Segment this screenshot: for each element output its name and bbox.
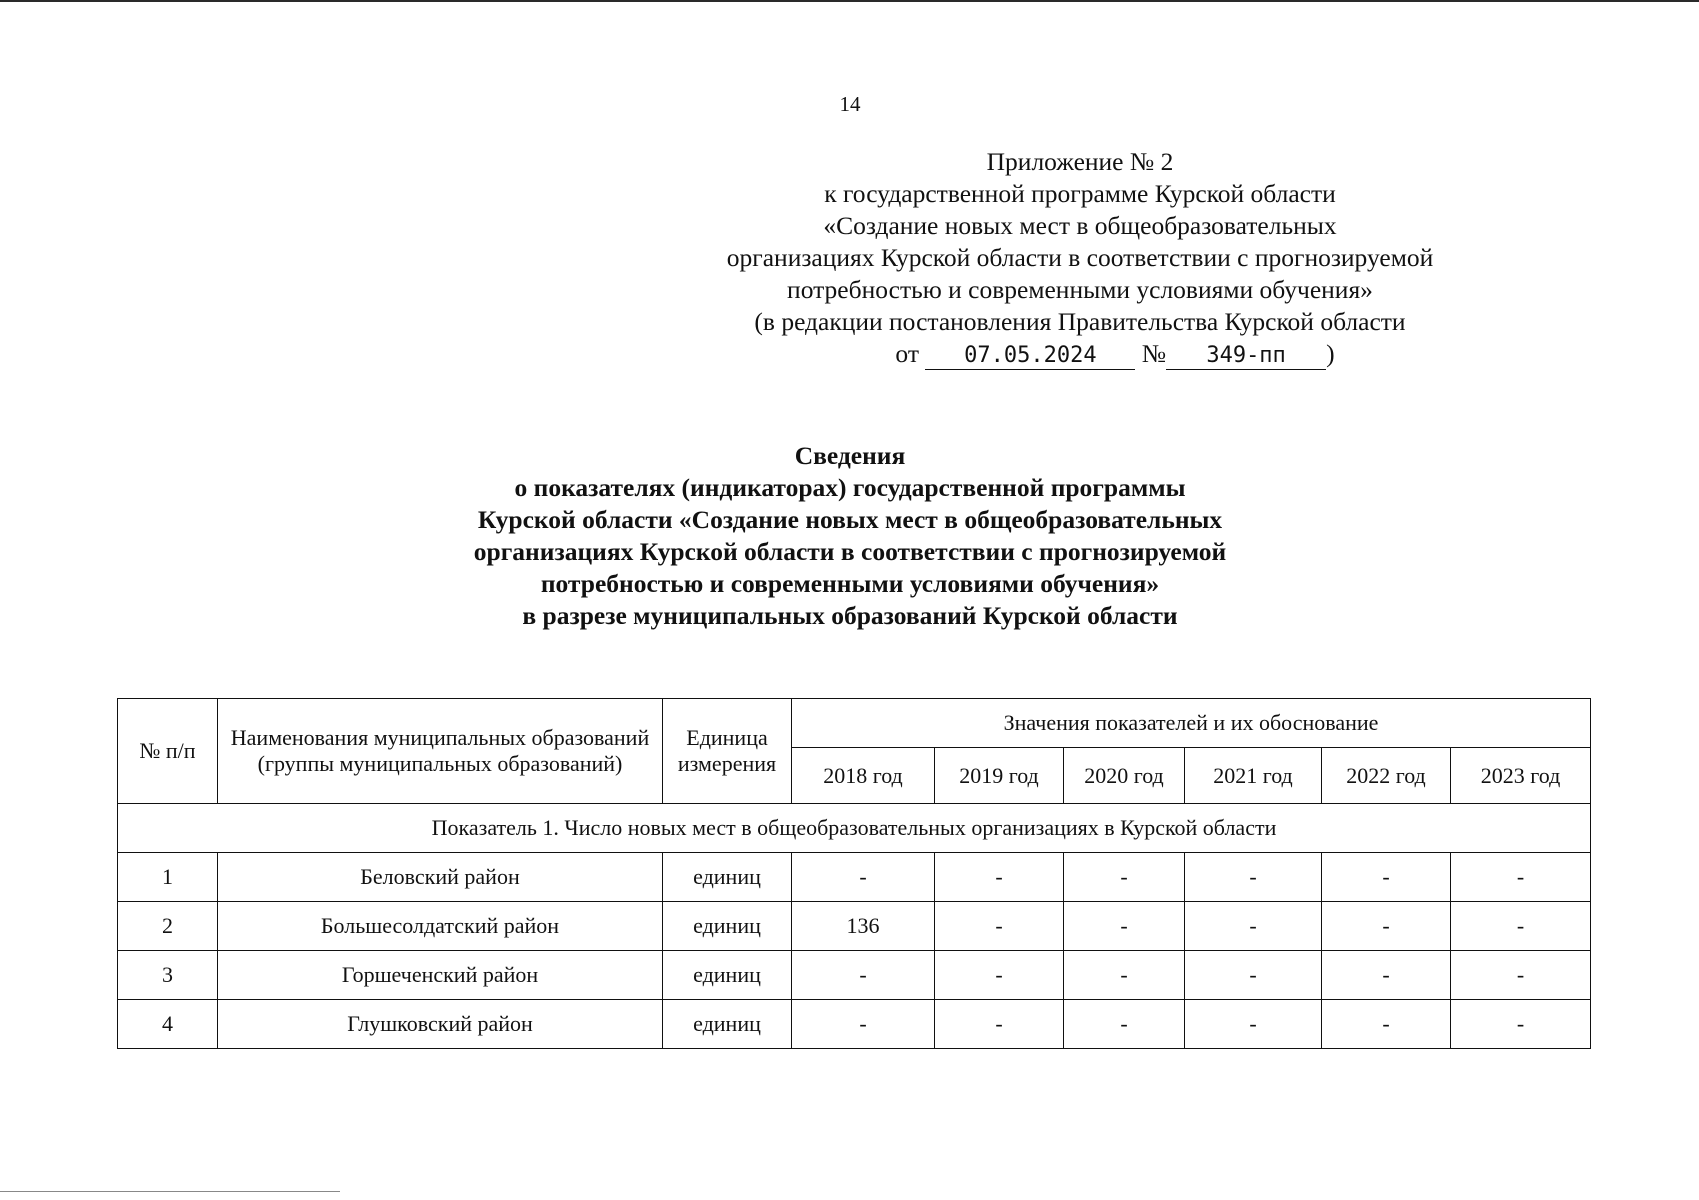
header-year: 2019 год (935, 748, 1064, 804)
row-value: - (1322, 951, 1451, 1000)
row-value: - (935, 951, 1064, 1000)
row-value: - (935, 1000, 1064, 1049)
page-number: 14 (839, 92, 861, 116)
row-num: 1 (118, 853, 218, 902)
title-line: Сведения (794, 441, 906, 470)
appendix-line: (в редакции постановления Правительства Курской области (754, 307, 1406, 336)
row-unit: единиц (663, 1000, 792, 1049)
row-name: Беловский район (218, 853, 663, 902)
appendix-line: «Создание новых мест в общеобразовательных (823, 211, 1337, 240)
title-line: в разрезе муниципальных образований Курской области (522, 601, 1178, 630)
row-value: - (792, 951, 935, 1000)
section-title: Показатель 1. Число новых мест в общеобразовательных организациях в Курской области (118, 804, 1591, 853)
row-value: - (1185, 951, 1322, 1000)
row-value: - (1064, 853, 1185, 902)
header-year: 2018 год (792, 748, 935, 804)
row-value: 136 (792, 902, 935, 951)
document-title (300, 440, 1400, 632)
row-value: - (1451, 1000, 1591, 1049)
header-num: № п/п (118, 699, 218, 804)
row-value: - (1185, 1000, 1322, 1049)
title-line: Курской области «Создание новых мест в общеобразовательных (477, 505, 1223, 534)
row-name: Глушковский район (218, 1000, 663, 1049)
title-line: о показателях (индикаторах) государственной программы (514, 473, 1186, 502)
row-value: - (935, 902, 1064, 951)
appendix-line: Приложение № 2 (986, 147, 1174, 176)
number-label: № (1141, 339, 1167, 368)
row-unit: единиц (663, 902, 792, 951)
row-value: - (792, 853, 935, 902)
header-year: 2022 год (1322, 748, 1451, 804)
row-unit: единиц (663, 951, 792, 1000)
row-value: - (1185, 902, 1322, 951)
row-num: 4 (118, 1000, 218, 1049)
header-row (118, 699, 1591, 748)
row-value: - (1322, 902, 1451, 951)
row-value: - (792, 1000, 935, 1049)
row-value: - (1064, 951, 1185, 1000)
appendix-line: к государственной программе Курской области (824, 179, 1336, 208)
row-num: 3 (118, 951, 218, 1000)
row-name: Большесолдатский район (218, 902, 663, 951)
header-unit: Единица измерения (663, 699, 792, 804)
header-year: 2020 год (1064, 748, 1185, 804)
row-name: Горшеченский район (218, 951, 663, 1000)
resolution-date: 07.05.2024 (925, 343, 1135, 370)
row-value: - (1064, 902, 1185, 951)
row-value: - (1451, 853, 1591, 902)
header-name: Наименования муниципальных образований (группы муниципальных образований) (218, 699, 663, 804)
row-value: - (1185, 853, 1322, 902)
header-year: 2023 год (1451, 748, 1591, 804)
title-line: организациях Курской области в соответствии с прогнозируемой (473, 537, 1227, 566)
scan-edge-line (0, 0, 1699, 2)
appendix-line: потребностью и современными условиями обучения» (787, 275, 1373, 304)
section-row (118, 804, 1591, 853)
row-value: - (935, 853, 1064, 902)
header-values: Значения показателей и их обоснование (792, 699, 1591, 748)
table-row (118, 1000, 1591, 1049)
resolution-reference (700, 338, 1460, 370)
table-row (118, 951, 1591, 1000)
row-unit: единиц (663, 853, 792, 902)
scan-edge-mark (0, 1191, 340, 1192)
closing-paren: ) (1326, 339, 1335, 368)
table-row (118, 902, 1591, 951)
row-value: - (1322, 853, 1451, 902)
title-line: потребностью и современными условиями обучения» (540, 569, 1160, 598)
header-year: 2021 год (1185, 748, 1322, 804)
row-value: - (1451, 902, 1591, 951)
appendix-header (700, 146, 1460, 370)
from-label: от (895, 339, 919, 368)
row-num: 2 (118, 902, 218, 951)
appendix-line: организациях Курской области в соответствии с прогнозируемой (726, 243, 1434, 272)
row-value: - (1451, 951, 1591, 1000)
row-value: - (1322, 1000, 1451, 1049)
indicators-table (117, 698, 1591, 1049)
table-row (118, 853, 1591, 902)
row-value: - (1064, 1000, 1185, 1049)
resolution-number: 349-пп (1166, 343, 1326, 370)
